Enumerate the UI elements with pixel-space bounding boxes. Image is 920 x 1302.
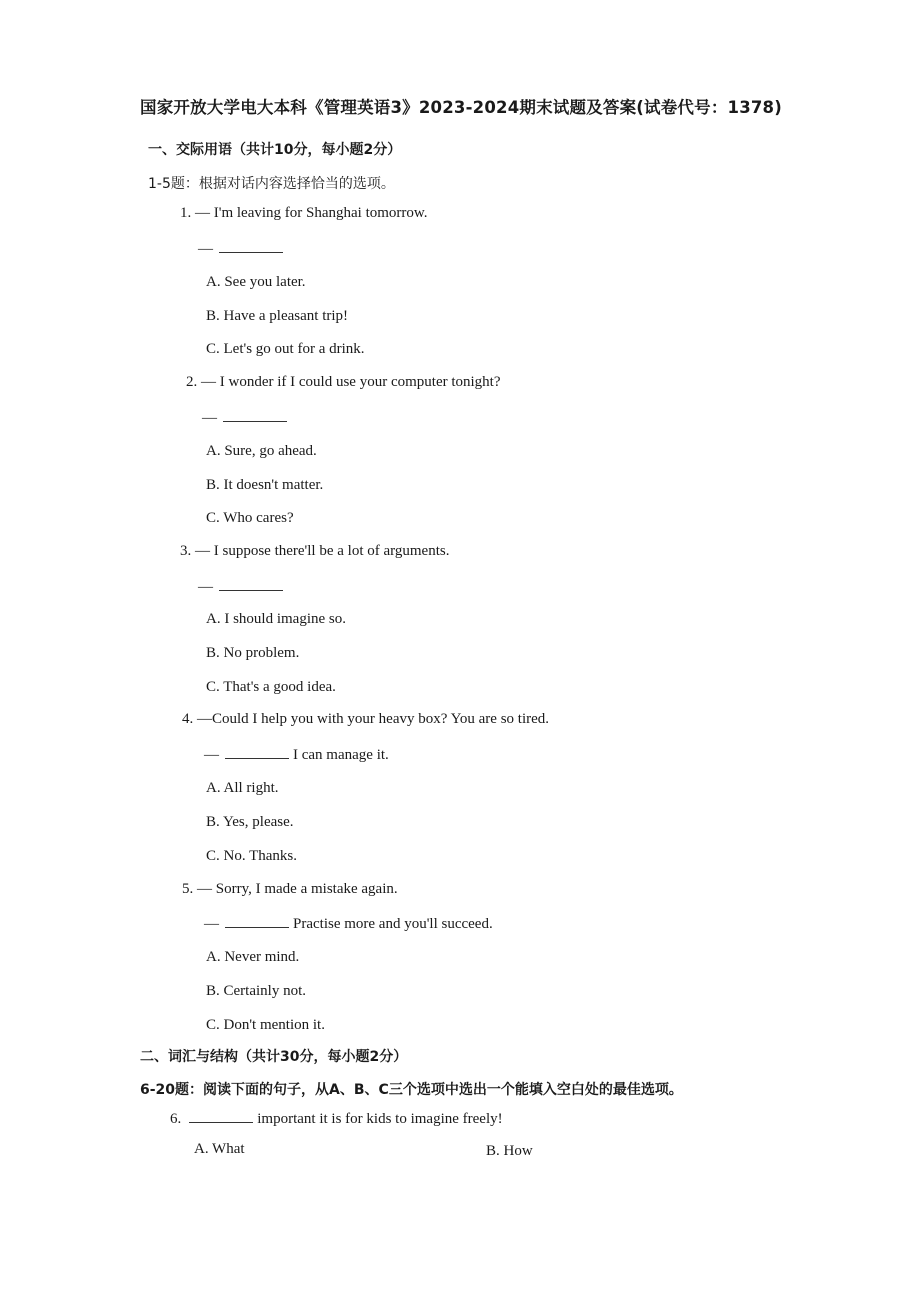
- question-number: 6.: [170, 1111, 182, 1127]
- question-text: important it is for kids to imagine freely!: [257, 1111, 503, 1127]
- question-2-prompt: 2. — I wonder if I could use your computer tonight?: [186, 374, 501, 390]
- question-2-reply: [202, 409, 291, 427]
- question-6-prompt: [170, 1110, 503, 1128]
- answer-blank: [219, 578, 283, 591]
- question-4-prompt: 4. —Could I help you with your heavy box? You are so tired.: [182, 711, 550, 727]
- question-2-option-b: B. It doesn't matter.: [206, 477, 324, 493]
- question-1-option-c: C. Let's go out for a drink.: [206, 341, 365, 357]
- question-1-option-a: A. See you later.: [206, 274, 306, 290]
- reply-dash: —: [204, 747, 219, 763]
- question-4-option-b: B. Yes, please.: [206, 814, 294, 830]
- answer-blank: [225, 746, 289, 759]
- section-2-heading: 二、词汇与结构（共计30分，每小题2分）: [140, 1049, 408, 1065]
- question-5-reply: [204, 915, 493, 933]
- question-5-option-a: A. Never mind.: [206, 949, 300, 965]
- answer-blank: [189, 1110, 253, 1123]
- answer-blank: [225, 915, 289, 928]
- reply-dash: —: [202, 410, 217, 426]
- question-5-option-b: B. Certainly not.: [206, 983, 306, 999]
- section-2-instruction: 6-20题：阅读下面的句子，从A、B、C三个选项中选出一个能填入空白处的最佳选项。: [140, 1082, 683, 1098]
- reply-text: Practise more and you'll succeed.: [293, 916, 493, 932]
- question-3-option-a: A. I should imagine so.: [206, 611, 346, 627]
- question-4-reply: [204, 746, 389, 764]
- question-5-option-c: C. Don't mention it.: [206, 1017, 325, 1033]
- question-3-option-b: B. No problem.: [206, 645, 300, 661]
- question-6-option-b: B. How: [486, 1143, 533, 1159]
- question-3-reply: [198, 578, 287, 596]
- answer-blank: [219, 240, 283, 253]
- question-4-option-a: A. All right.: [206, 780, 279, 796]
- question-5-prompt: 5. — Sorry, I made a mistake again.: [182, 881, 398, 897]
- reply-text: I can manage it.: [293, 747, 389, 763]
- question-2-option-c: C. Who cares?: [206, 510, 294, 526]
- page-title: 国家开放大学电大本科《管理英语3》2023-2024期末试题及答案(试卷代号：1378): [140, 98, 782, 117]
- reply-dash: —: [204, 916, 219, 932]
- question-1-reply: [198, 240, 287, 258]
- question-4-option-c: C. No. Thanks.: [206, 848, 297, 864]
- section-1-heading: 一、交际用语（共计10分，每小题2分）: [148, 142, 402, 158]
- reply-dash: —: [198, 579, 213, 595]
- question-3-prompt: 3. — I suppose there'll be a lot of arguments.: [180, 543, 450, 559]
- question-2-option-a: A. Sure, go ahead.: [206, 443, 317, 459]
- question-3-option-c: C. That's a good idea.: [206, 679, 336, 695]
- answer-blank: [223, 409, 287, 422]
- question-6-option-a: A. What: [194, 1141, 245, 1157]
- section-1-instruction: 1-5题：根据对话内容选择恰当的选项。: [148, 176, 395, 192]
- question-1-prompt: 1. — I'm leaving for Shanghai tomorrow.: [180, 205, 428, 221]
- reply-dash: —: [198, 241, 213, 257]
- question-1-option-b: B. Have a pleasant trip!: [206, 308, 349, 324]
